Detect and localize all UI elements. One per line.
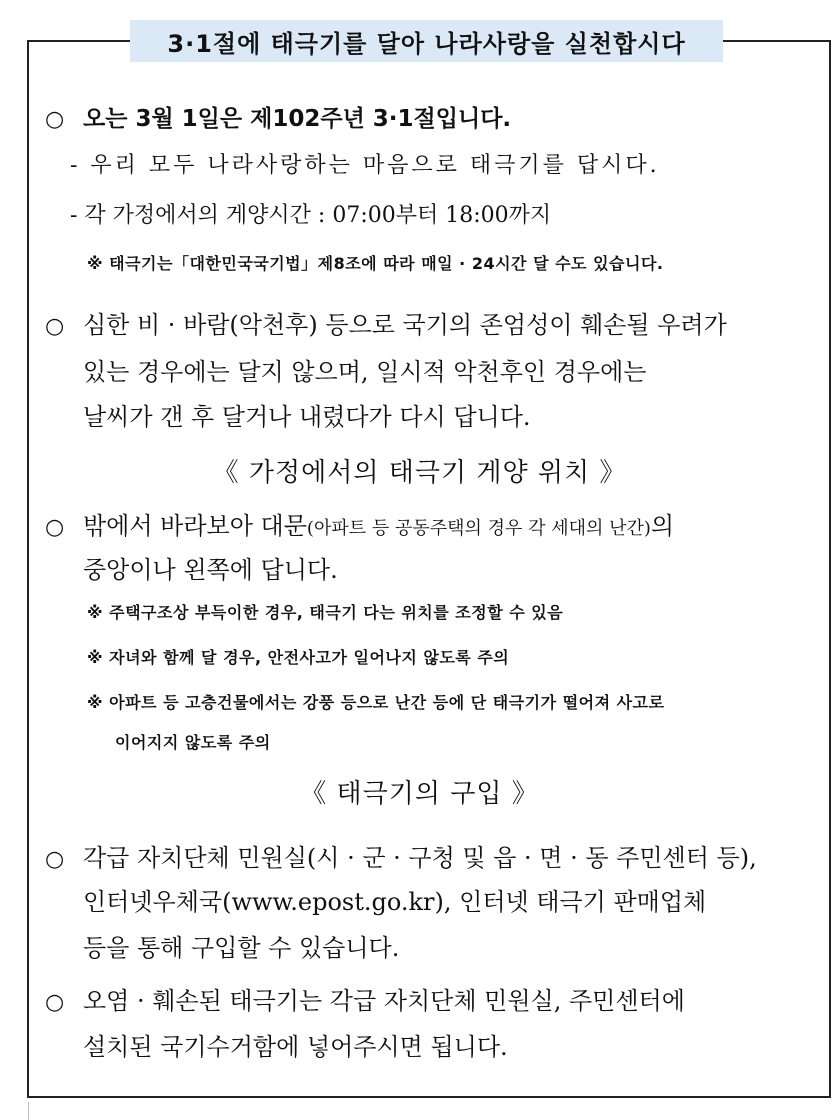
bullet-circle: ○	[45, 314, 65, 339]
bullet-circle: ○	[45, 847, 65, 872]
bullet-circle: ○	[45, 515, 65, 540]
section-5-line-2: 설치된 국기수거함에 넣어주시면 됩니다.	[83, 1033, 508, 1061]
section-1-main	[45, 100, 815, 133]
section-3-line-2: 중앙이나 왼쪽에 답니다.	[83, 556, 338, 584]
section-3-note-1: ※ 주택구조상 부득이한 경우, 태극기 다는 위치를 조정할 수 있음	[87, 603, 564, 622]
section-1-dash-1: - 우리 모두 나라사랑하는 마음으로 태극기를 답시다.	[70, 153, 660, 178]
section-3-line-1	[45, 506, 815, 541]
page-title: 3·1절에 태극기를 달아 나라사랑을 실천합시다	[130, 20, 723, 62]
section-5-line-1	[45, 981, 815, 1016]
bullet-circle: ○	[45, 990, 65, 1015]
section-3-text-1a: 밖에서 바라보아 대문	[83, 512, 307, 540]
section-2-line-3: 날씨가 갠 후 달거나 내렸다가 다시 답니다.	[83, 403, 531, 431]
section-1-main-text: 오는 3월 1일은 제102주년 3·1절입니다.	[83, 106, 512, 132]
heading-flag-position: 《 가정에서의 태극기 게양 위치 》	[212, 458, 627, 488]
section-4-line-2: 인터넷우체국(www.epost.go.kr), 인터넷 태극기 판매업체	[83, 888, 707, 916]
section-3-note-3b: 이어지지 않도록 주의	[115, 733, 271, 752]
section-2-text-1: 심한 비 · 바람(악천후) 등으로 국기의 존엄성이 훼손될 우려가	[83, 311, 727, 339]
page-edge-marker	[28, 1102, 29, 1120]
heading-flag-purchase: 《 태극기의 구입 》	[300, 779, 539, 809]
section-3-text-1b: (아파트 등 공동주택의 경우 각 세대의 난간)	[306, 518, 651, 539]
section-4-text-1: 각급 자치단체 민원실(시 · 군 · 구청 및 읍 · 면 · 동 주민센터 등),	[83, 844, 757, 872]
section-3-text-1c: 의	[650, 512, 675, 540]
section-2-line-1	[45, 305, 815, 340]
section-3-note-3a: ※ 아파트 등 고층건물에서는 강풍 등으로 난간 등에 단 태극기가 떨어져 사고로	[87, 693, 665, 712]
section-3-note-2: ※ 자녀와 함께 달 경우, 안전사고가 일어나지 않도록 주의	[87, 648, 510, 667]
bullet-circle: ○	[45, 107, 65, 132]
section-1-note: ※ 태극기는「대한민국국기법」제8조에 따라 매일 · 24시간 달 수도 있습니다.	[87, 254, 664, 273]
section-2-line-2: 있는 경우에는 달지 않으며, 일시적 악천후인 경우에는	[83, 358, 647, 386]
section-1-dash-2: - 각 가정에서의 게양시간 : 07:00부터 18:00까지	[70, 203, 552, 228]
section-4-line-3: 등을 통해 구입할 수 있습니다.	[83, 934, 400, 962]
section-4-line-1	[45, 838, 815, 873]
section-5-text-1: 오염 · 훼손된 태극기는 각급 자치단체 민원실, 주민센터에	[83, 987, 685, 1015]
